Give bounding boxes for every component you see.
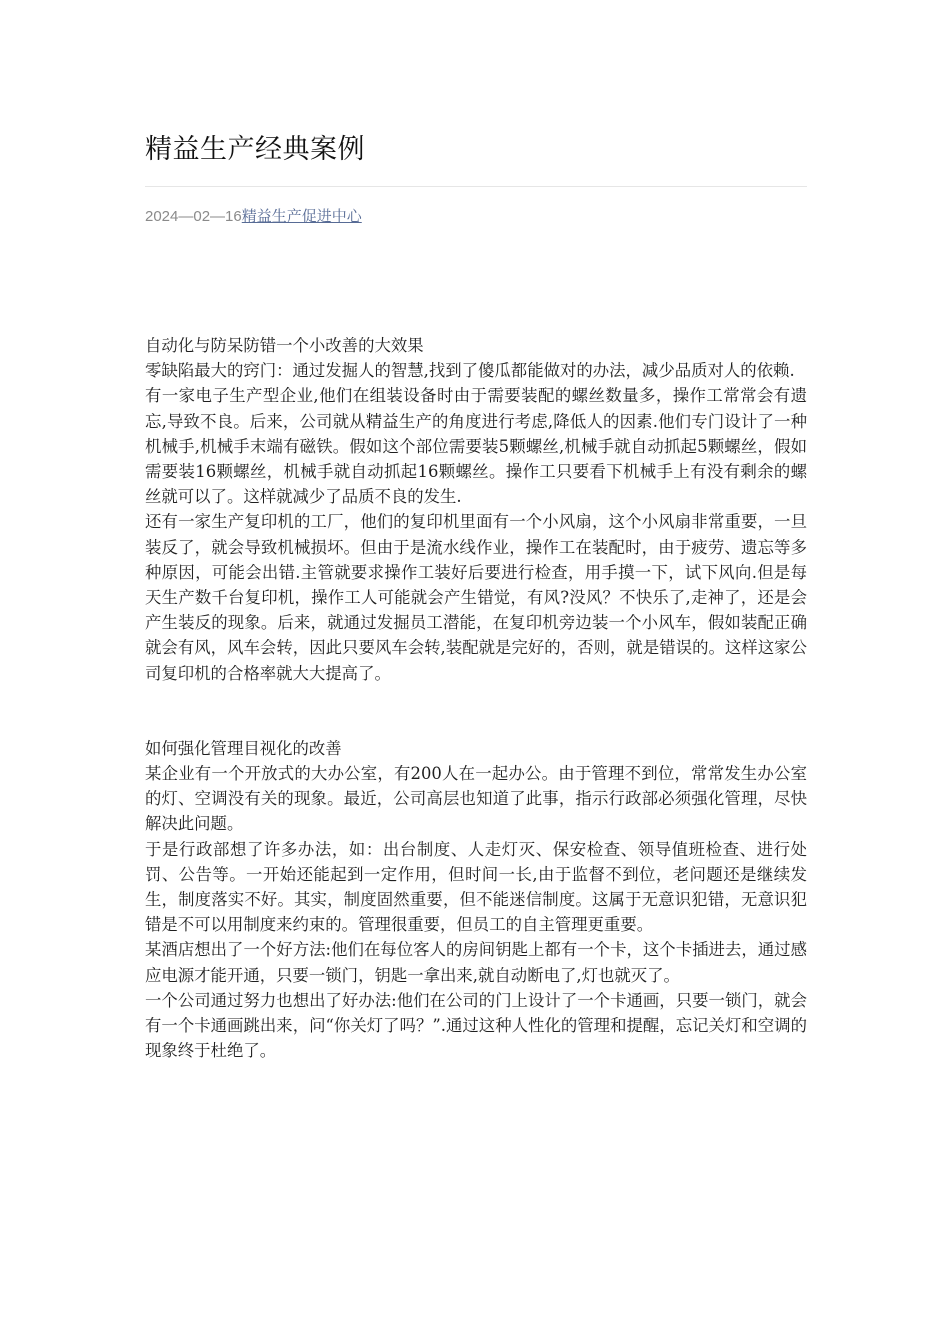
- article: [145, 0, 807, 1063]
- paragraph: 零缺陷最大的窍门：通过发掘人的智慧,找到了傻瓜都能做对的办法，减少品质对人的依赖.: [145, 361, 795, 381]
- paragraph: 某企业有一个开放式的大办公室，有200人在一起办公。由于管理不到位，常常发生办公室的灯、空调没有关的现象。最近，公司高层也知道了此事，指示行政部必须强化管理，尽快解决此问题。: [145, 764, 807, 834]
- paragraph: 某酒店想出了一个好方法:他们在每位客人的房间钥匙上都有一个卡，这个卡插进去，通过感应电源才能开通，只要一锁门，钥匙一拿出来,就自动断电了,灯也就灭了。: [145, 940, 807, 985]
- article-meta: [145, 205, 807, 228]
- article-body: [145, 333, 807, 1063]
- section-2: [145, 736, 807, 1064]
- publish-date: 2024—02—16: [145, 208, 242, 225]
- title-divider: [145, 186, 807, 187]
- section-heading: 如何强化管理目视化的改善: [145, 738, 342, 758]
- paragraph: 于是行政部想了许多办法，如：出台制度、人走灯灭、保安检查、领导值班检查、进行处罚、公告等。一开始还能起到一定作用，但时间一长,由于监督不到位，老问题还是继续发生，制度落实不好。其实，制度固然重要，但不能迷信制度。这属于无意识犯错，无意识犯错是不可以用制度来约束的。管理很重要，但员工的自主管理更重要。: [145, 839, 807, 935]
- section-heading: 自动化与防呆防错一个小改善的大效果: [145, 336, 424, 355]
- paragraph: 一个公司通过努力也想出了好办法:他们在公司的门上设计了一个卡通画，只要一锁门，就会有一个卡通画跳出来，问“你关灯了吗？”.通过这种人性化的管理和提醒，忘记关灯和空调的现象终于杜绝了。: [145, 990, 807, 1061]
- paragraph: 有一家电子生产型企业,他们在组装设备时由于需要装配的螺丝数量多，操作工常常会有遗忘,导致不良。后来，公司就从精益生产的角度进行考虑,降低人的因素.他们专门设计了一种机械手,机械手末端有磁铁。假如这个部位需要装5颗螺丝,机械手就自动抓起5颗螺丝，假如需要装16颗螺丝，机械手就自动抓起16颗螺丝。操作工只要看下机械手上有没有剩余的螺丝就可以了。这样就减少了品质不良的发生.: [145, 386, 807, 507]
- article-title: 精益生产经典案例: [145, 134, 365, 165]
- section-1: [145, 333, 807, 686]
- section-gap: [145, 686, 807, 736]
- author-link[interactable]: 精益生产促进中心: [241, 207, 362, 225]
- paragraph: 还有一家生产复印机的工厂，他们的复印机里面有一个小风扇，这个小风扇非常重要，一旦装反了，就会导致机械损坏。但由于是流水线作业，操作工在装配时，由于疲劳、遗忘等多种原因，可能会出错.主管就要求操作工装好后要进行检查，用手摸一下，试下风向.但是每天生产数千台复印机，操作工人可能就会产生错觉，有风?没风？不快乐了,走神了，还是会产生装反的现象。后来，就通过发掘员工潜能，在复印机旁边装一个小风车，假如装配正确就会有风，风车会转，因此只要风车会转,装配就是完好的，否则，就是错误的。这样这家公司复印机的合格率就大大提高了。: [145, 512, 807, 683]
